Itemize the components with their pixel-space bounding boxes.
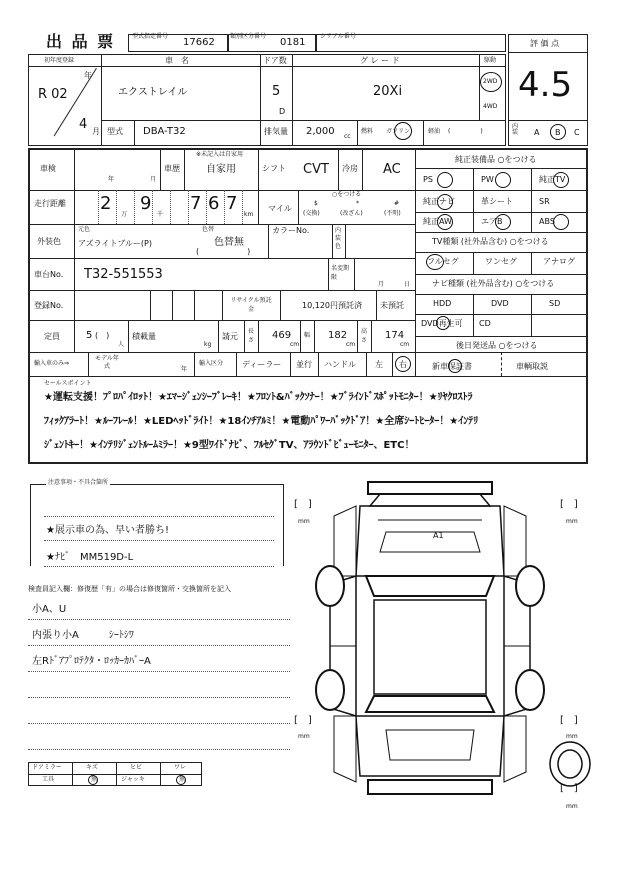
tv-bottom [415,274,588,275]
tire-mm: mm [566,518,578,525]
color-paren: ( ) [196,247,251,256]
height-label: 高さ [361,328,368,344]
handle-label: ハンドル [324,360,356,369]
after-circle [448,359,462,373]
drive-circle [480,72,502,92]
mileage-man: 万 [121,211,128,218]
mile-opt-unknown: (不明) [384,210,401,217]
doors: 5 [272,84,281,99]
navi-item: SD [549,299,561,308]
ac: AC [383,162,401,177]
equipment-item: 純正ナビ [423,197,455,206]
equipment-item: PW [481,175,494,184]
cc-unit: cc [344,133,351,140]
equipment-item: ABS [539,217,555,226]
first-reg-era: R 02 [38,87,68,102]
equipment-item: 革シート [481,197,513,206]
tv-item: フルセグ [427,257,459,266]
recycle-label: リサイクル預託金 [230,297,272,313]
mileage-sen: 千 [157,211,164,218]
drive-2wd: 2WD [483,78,498,85]
chassis: T32-551553 [84,267,163,282]
type: DBA-T32 [143,126,186,137]
after-item: 車輌取説 [516,362,548,371]
orig-color: アズライトブルー(P) [78,239,152,248]
mileage-digit: 7 [190,193,202,214]
interior-color-label: 内装色 [335,227,342,250]
inspector-line: 左Rﾄﾞｱﾌﾟﾛﾃｸﾀ・ﾛｯｶｰｶﾊﾞｰA [32,656,151,667]
wheel-rear-right [516,670,544,710]
width: 182 [328,330,348,341]
history-label: 車歴 [164,164,180,173]
jack-value: 無 [179,776,186,783]
first-reg-label: 初年度登録 [44,57,75,64]
category-label: 類別区分番号 [230,33,267,40]
mileage-label: 走行距離 [34,199,66,208]
equipment-row-line [415,190,588,191]
capacity-paren: ( ) [95,331,110,340]
model-designation: 17662 [183,37,215,48]
tire-mm: mm [298,518,310,525]
mileage-digit-divider [170,190,171,224]
equipment-circle [437,194,453,210]
legend-header: ドアミラー [32,764,62,771]
mileage-digit-divider [242,190,243,224]
recycle: 10,120円預託済 [302,301,362,310]
mile-opt-exchange: (交換) [303,210,320,217]
displacement: 2,000 [306,126,335,137]
navi-title: ナビ種類 (社外品含む) ○をつける [432,279,555,288]
recycle-unpaid: 未預託 [380,301,404,310]
orig-color-label: 元色 [78,226,91,233]
mileage-digit-divider [98,190,99,224]
tire-bracket: [ ] [560,715,578,726]
interior-grade-a: A [534,128,540,137]
tools-circle [88,775,98,785]
navi-item: DVD [491,299,509,308]
tv-col-line [531,252,532,274]
wheel-front-left [316,566,344,606]
displacement-label: 排気量 [264,127,288,136]
equipment-col-line [531,168,532,232]
width-label: 幅 [304,332,311,339]
jack-circle [176,775,186,785]
equipment-item: PS [423,175,433,184]
door-type: D [279,107,286,116]
mileage-digit: 2 [100,193,112,214]
navi-mid [415,314,588,315]
rear-bumper [368,780,492,794]
mileage-digit-divider [134,190,135,224]
equipment-circle [553,214,569,230]
navi-col-line [531,294,532,336]
after-col-line [501,352,502,376]
tire-mm: mm [298,733,310,740]
fuel-circle [394,122,412,140]
capacity: 5 [86,330,93,341]
shift: CVT [303,162,329,177]
sales-label: セールスポイント [44,380,92,387]
navi-line [415,294,588,295]
note-line: ★展示車の為、早い者勝ち! [46,525,169,536]
equipment-row-line [415,232,588,233]
navi-col-line [473,294,474,336]
name-change-day: 日 [404,281,411,288]
equipment-circle [553,172,569,188]
chassis-label: 車台No. [34,270,64,279]
mile-opt-tamper: (改ざん) [340,210,363,217]
tv-circle [426,254,444,270]
exterior-label: 外装色 [37,237,61,246]
grade: 20Xi [373,84,403,99]
navi-item: HDD [433,299,452,308]
equipment-col-line [473,168,474,232]
score-label: 評 価 点 [530,39,560,48]
length: 469 [272,330,292,341]
shift-label: シフト [262,164,286,173]
reg-label: 登録No. [34,301,64,310]
fuel-paren: ( ) [448,128,483,135]
sheet-title: 出 品 票 [46,32,116,51]
navi-bottom [415,336,588,337]
mileage-digit-divider [116,190,117,224]
score-value: 4.5 [518,65,573,105]
model-year-label: モデル年式 [95,355,119,370]
car-name: エクストレイル [118,87,188,98]
length-cm: cm [290,341,300,348]
fuel: ガソリン [386,128,411,135]
after-title: 後日発送品 ○をつける [456,341,538,350]
rear-gate [356,716,504,776]
equipment-item: 純正AW [423,217,452,226]
mile-opt-star: * [356,200,359,207]
equipment-circle [495,172,511,188]
after-item: 新車保証書 [432,362,472,371]
grade-label: グ レ ー ド [360,56,400,65]
inspection-month: 月 [150,176,157,183]
fuel-label: 燃料 [361,128,374,135]
equip-title: 純正装備品 ○をつける [455,155,537,164]
fuel-alt: 軽油 [428,128,441,135]
equipment-item: エアB [481,217,503,226]
equipment-circle [437,172,453,188]
drive-4wd: 4WD [483,103,498,110]
drive-label: 駆動 [484,57,497,64]
equipment-item: SR [539,197,550,206]
tv-item: ワンセグ [485,257,517,266]
sales-line: ★運転支援！ﾌﾟﾛﾊﾟｲﾛｯﾄ！★ｴﾏｰｼﾞｪﾝｼｰﾌﾞﾚｰｷ！★ﾌﾛﾝﾄ&ﾊﾞｯｸｿﾅｰ！★ﾌﾞﾗｲﾝﾄﾞｽﾎﾟｯﾄﾓﾆﾀｰ！★ﾘﾔｸﾛｽﾄﾗ [44,392,473,403]
load-unit: kg [204,341,212,348]
model-year-unit: 年 [181,366,188,373]
equipment-circle [495,214,511,230]
mile-note: ○をつける [332,191,362,198]
navi-item: DVD再生可 [421,319,463,328]
damage-mark: A1 [433,531,444,540]
tire-mm: mm [566,733,578,740]
inspector-dotted [28,723,290,724]
mileage-digit-divider [224,190,225,224]
car-damage-diagram [290,476,600,816]
height: 174 [385,330,405,341]
windshield [366,576,494,596]
tire-bracket: [ ] [294,715,312,726]
mileage-digit-divider [206,190,207,224]
notes-label: 注意事項・不具合箇所 [48,479,109,486]
length-label: 長さ [248,328,255,344]
legend-header: ワレ [174,764,187,771]
tire-bracket: [ ] [560,499,578,510]
mileage-digit-divider [188,190,189,224]
sales-line: ﾌｨｯｸｱﾗｰﾄ！★ﾙｰﾌﾚｰﾙ！★LEDﾍｯﾄﾞﾗｲﾄ！★18ｲﾝﾁｱﾙﾐ！★電動ﾊﾟﾜｰﾊﾞｯｸﾄﾞｱ！★全席ｼｰﾄﾋｰﾀｰ！★ｲﾝﾃﾘ [44,416,479,427]
tv-col-line [473,252,474,274]
tv-line [415,252,588,253]
interior-grade-label: 内装 [512,123,519,136]
model-designation-label: 型式指定番号 [132,33,169,40]
mileage-digit: 7 [226,193,238,214]
spare-bracket: [ ] [560,783,578,794]
mileage-digit-divider [152,190,153,224]
car-name-label: 車 名 [165,56,189,65]
hood [356,506,504,576]
tools-label: 工具 [42,776,55,783]
parallel: 並行 [296,360,312,369]
first-reg-month: 4 [79,117,88,132]
inspector-dotted [28,697,290,698]
capacity-unit: 人 [118,341,125,348]
legend-header: ヒビ [130,764,143,771]
spare-tire [550,742,590,786]
serial-label: シリアル番号 [320,33,356,40]
wheel-front-right [516,566,544,606]
sales-points [44,388,584,456]
load-label: 積載量 [132,332,156,341]
color-no-label: カラーNo. [272,226,310,235]
inspector-line: 小A、U [32,604,67,615]
year-unit: 年 [84,71,92,80]
inspector-dotted [28,749,290,750]
import-type-label: 輸入区分 [199,360,224,367]
color-change: 色替無 [214,237,244,248]
tire-bracket: [ ] [294,499,312,510]
name-change-label: 名変期限 [331,265,350,281]
interior-grade-c: C [574,128,580,137]
month-unit: 月 [92,127,100,136]
inspection-label: 車検 [40,164,56,173]
type-label: 型式 [107,127,123,136]
inspector-dotted [28,671,290,672]
mile-opt-hash: # [394,200,400,207]
note-line: ★ﾅﾋﾞ MM519D-L [46,552,134,563]
sales-line: ｼﾞｪﾝﾄｷｰ！★ｲﾝﾃﾘｼﾞｪﾝﾄﾙｰﾑﾐﾗｰ！★9型ﾜｲﾄﾞﾅﾋﾞ、ﾌﾙｾｸﾞTV、ｱﾗｳﾝﾄﾞﾋﾞｭｰﾓﾆﾀｰ、ETC！ [44,440,415,451]
equipment-row-line [415,212,588,213]
handle-left: 左 [375,360,383,369]
width-cm: cm [346,341,356,348]
mileage-digit: 6 [208,193,220,214]
tools-value: 無 [91,776,98,783]
inspector-line: 内張り小A ｼｰﾄｼﾜ [32,630,134,641]
equipment-circle [437,214,453,230]
import-only: 輸入車のみ⇒ [34,360,70,367]
navi-circle [436,316,450,330]
dealer: ディーラー [242,360,282,369]
interior-grade-circle [550,124,566,140]
jack-label: ジャッキ [121,776,145,783]
history: 自家用 [206,164,236,175]
inspector-dotted [28,645,290,646]
mileage-km: km [244,211,254,218]
doors-label: ドア数 [263,56,287,65]
category: 0181 [280,37,306,48]
height-cm: cm [400,341,410,348]
spare-mm: mm [566,803,578,810]
ac-label: 冷房 [342,164,358,173]
color-change-label: 色替 [202,226,215,233]
front-bumper [368,482,492,494]
mileage-digit: 9 [140,193,152,214]
legend-header: キズ [86,764,98,771]
inspector-label: 検査員記入欄：修復歴「有」の場合は修復箇所・交換箇所を記入 [28,585,231,593]
wheel-rear-left [316,670,344,710]
capacity-label: 定員 [44,332,60,341]
history-note: ※未記入は自家用 [196,151,244,158]
navi-item: CD [479,319,491,328]
equipment-item: 純正TV [539,175,566,184]
inspection-year: 年 [108,176,115,183]
tv-item: アナログ [543,257,575,266]
roof [374,600,486,694]
request-label: 請元 [222,332,238,341]
inspector-dotted [28,619,290,620]
handle-right: 右 [399,360,407,369]
name-change-month: 月 [378,281,385,288]
interior-grade-b: B [555,128,561,137]
mile-label: マイル [268,204,292,213]
handle-circle [395,356,411,372]
rear-glass [366,696,494,712]
tv-title: TV種類 (社外品含む) ○をつける [432,237,549,246]
mile-opt-dollar: $ [314,200,318,207]
